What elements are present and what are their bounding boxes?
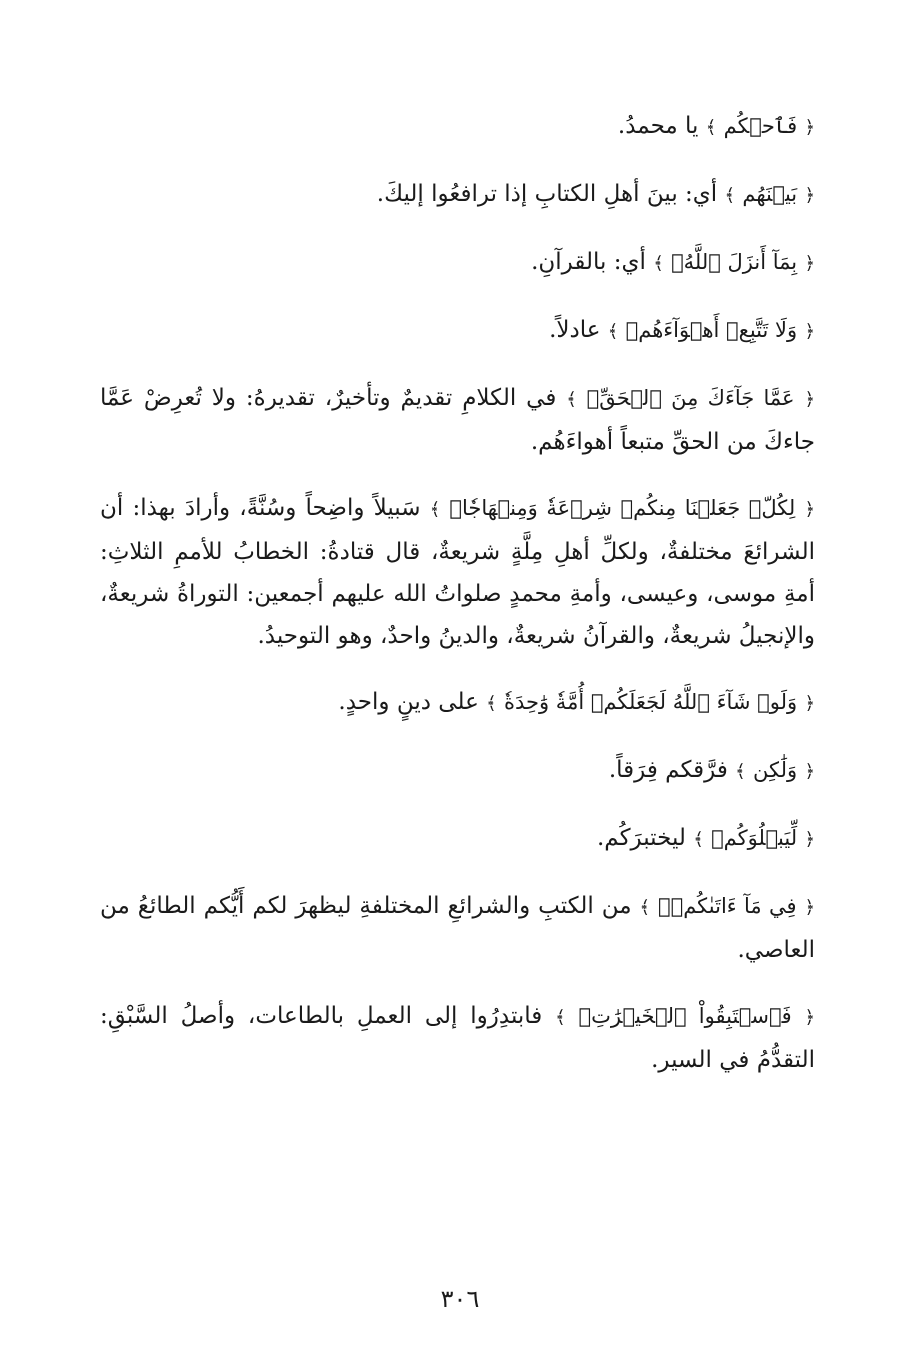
ornament-close-icon: ﴾ bbox=[639, 897, 651, 918]
quran-verse: فَٱحۡكُم bbox=[723, 114, 798, 138]
ornament-close-icon: ﴾ bbox=[705, 117, 717, 138]
paragraph-8 bbox=[100, 749, 815, 793]
quran-verse: عَمَّا جَآءَكَ مِنَ ٱلۡحَقِّۚ bbox=[586, 386, 795, 410]
ornament-open-icon: ﴿ bbox=[804, 321, 815, 342]
paragraph-10 bbox=[100, 885, 815, 971]
ornament-open-icon: ﴿ bbox=[804, 253, 815, 274]
quran-verse: لِّيَبۡلُوَكُمۡ bbox=[711, 826, 798, 850]
commentary-text: فابتدِرُوا إلى العملِ بالطاعات، وأصلُ السَّبْقِ: التقدُّمُ في السير. bbox=[100, 1003, 815, 1073]
quran-verse: وَلَا تَتَّبِعۡ أَهۡوَآءَهُمۡ bbox=[625, 318, 798, 342]
ornament-close-icon: ﴾ bbox=[653, 253, 664, 274]
ornament-open-icon: ﴿ bbox=[804, 693, 815, 714]
ornament-close-icon: ﴾ bbox=[566, 389, 577, 410]
ornament-open-icon: ﴿ bbox=[804, 1007, 816, 1028]
commentary-text: أي: بينَ أهلِ الكتابِ إذا ترافعُوا إليكَ. bbox=[376, 181, 725, 207]
ornament-open-icon: ﴿ bbox=[804, 499, 815, 520]
paragraph-3 bbox=[100, 241, 815, 285]
quran-verse: فِي مَآ ءَاتَىٰكُمۡۖ bbox=[658, 894, 797, 918]
ornament-close-icon: ﴾ bbox=[724, 185, 736, 206]
quran-verse: بِمَآ أَنزَلَ ٱللَّهُۖ bbox=[671, 250, 798, 274]
ornament-open-icon: ﴿ bbox=[804, 897, 815, 918]
paragraph-7 bbox=[100, 681, 815, 725]
ornament-open-icon: ﴿ bbox=[804, 761, 815, 782]
ornament-open-icon: ﴿ bbox=[804, 185, 815, 206]
paragraph-1 bbox=[100, 105, 815, 149]
quran-verse: لِكُلّٖ جَعَلۡنَا مِنكُمۡ شِرۡعَةٗ وَمِنۡهَاجٗاۚ bbox=[449, 496, 796, 520]
ornament-open-icon: ﴿ bbox=[804, 389, 815, 410]
ornament-open-icon: ﴿ bbox=[804, 117, 815, 138]
ornament-close-icon: ﴾ bbox=[429, 499, 441, 520]
ornament-close-icon: ﴾ bbox=[607, 321, 619, 342]
ornament-close-icon: ﴾ bbox=[486, 693, 497, 714]
commentary-text: ليختبرَكُم. bbox=[596, 825, 694, 851]
ornament-close-icon: ﴾ bbox=[735, 761, 746, 782]
quran-verse: وَلَٰكِن bbox=[753, 758, 798, 782]
commentary-text: يا محمدُ. bbox=[617, 113, 706, 139]
paragraph-4 bbox=[100, 309, 815, 353]
quran-verse: فَٱسۡتَبِقُواْ ٱلۡخَيۡرَٰتِۚ bbox=[578, 1004, 792, 1028]
commentary-text: عادلاً. bbox=[549, 317, 608, 343]
ornament-open-icon: ﴿ bbox=[804, 829, 815, 850]
paragraph-11 bbox=[100, 995, 815, 1081]
commentary-text: من الكتبِ والشرائعِ المختلفةِ ليظهرَ لكم أَيُّكم الطائعُ من العاصي. bbox=[100, 893, 815, 963]
commentary-text: على دينٍ واحدٍ. bbox=[338, 689, 487, 715]
quran-verse: وَلَوۡ شَآءَ ٱللَّهُ لَجَعَلَكُمۡ أُمَّةٗ وَٰحِدَةٗ bbox=[503, 690, 798, 714]
quran-verse: بَيۡنَهُم bbox=[742, 182, 798, 206]
ornament-close-icon: ﴾ bbox=[693, 829, 704, 850]
commentary-text: أي: بالقرآنِ. bbox=[531, 249, 654, 275]
paragraph-9 bbox=[100, 817, 815, 861]
page-number: ٣٠٦ bbox=[440, 1285, 480, 1313]
commentary-text: فرَّقكم فِرَقاً. bbox=[608, 757, 736, 783]
ornament-close-icon: ﴾ bbox=[555, 1007, 566, 1028]
paragraph-2 bbox=[100, 173, 815, 217]
commentary-text: سَبيلاً واضِحاً وسُنَّةً، وأرادَ بهذا: أن الشرائعَ مختلفةٌ، ولكلِّ أهلِ مِلَّةٍ شريعةٌ، قال قتادةُ: الخطابُ للأممِ الثلاثِ: أمةِ موسى، وعيسى، وأمةِ محمدٍ صلواتُ الله عليهم أجمعين: التوراةُ شريعةٌ، والإنجيلُ شريعةٌ، والقرآنُ شريعةٌ، والدينُ واحدٌ، وهو التوحيدُ. bbox=[100, 495, 815, 649]
page-body bbox=[100, 105, 815, 1105]
paragraph-5 bbox=[100, 377, 815, 463]
commentary-text: في الكلامِ تقديمٌ وتأخيرٌ، تقديرهُ: ولا تُعرِضْ عَمَّا جاءكَ من الحقِّ متبعاً أهواءَهُم. bbox=[100, 385, 815, 455]
paragraph-6 bbox=[100, 487, 815, 657]
